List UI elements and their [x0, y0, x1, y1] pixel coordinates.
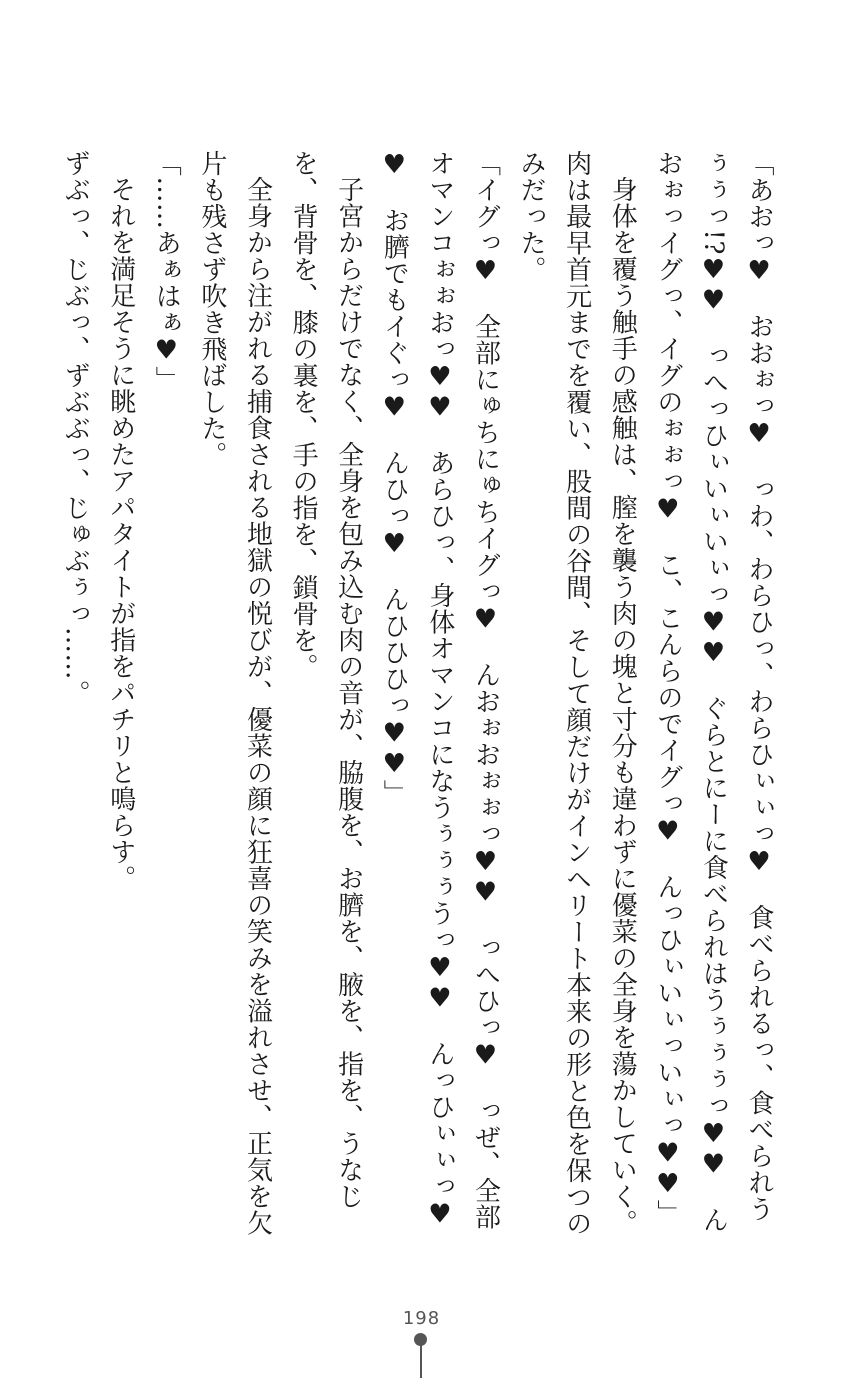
paragraph-5: 全身から注がれる捕食される地獄の悦びが、優菜の顔に狂喜の笑みを溢れさせ、正気を欠片も残さず吹き飛ばした。 [196, 150, 273, 1236]
paragraph-7: それを満足そうに眺めたアパタイトが指をパチリと鳴らす。 [105, 176, 136, 892]
page-number: 198 [402, 1308, 441, 1329]
paragraph-8: ずぶっ、じぶっ、ずぶぶっ、じゅぶぅっ……。 [60, 150, 91, 707]
paragraph-4: 子宮からだけでなく、全身を包み込む肉の音が、脇腹を、お臍を、腋を、指を、うなじを、背骨を、膝の裏を、手の指を、鎖骨を。 [288, 150, 364, 1210]
body-text [51, 150, 781, 1240]
page-marker-line [420, 1344, 422, 1378]
paragraph-2: 身体を覆う触手の感触は、膣を襲う肉の塊と寸分も違わずに優菜の全身を蕩かしていく。肉は最早首元までを覆い、股間の谷間、そして顔だけがインヘリート本来の形と色を保つのみだった。 [516, 150, 638, 1237]
paragraph-3: 「イグっ♥ 全部にゅちにゅちイグっ♥ んおぉおぉぉっ♥♥ っへひっ♥ っぜ、全部オマンコぉぉおっ♥♥ あらひっ、身体オマンコになうぅぅぅうっ♥♥ んっひぃぃっ♥♥ お臍でもイぐっ♥ んひっ♥ んひひひっ♥♥」 [379, 150, 501, 1230]
paragraph-6: 「……あぁはぁ♥」 [151, 150, 182, 393]
paragraph-1: 「あおっ♥ おおぉっ♥ っわ、わらひっ、わらひぃぃっ♥ 食べられるっ、食べられうぅぅっ!?♥♥ っへっひぃいぃいぃっ♥♥ ぐらとにーに食べられはうぅぅぅっ♥♥ んおぉっイグっ、イグのぉぉっ♥ こ、こんらのでイグっ♥ んっひぃいぃっいぃっ♥♥」 [652, 150, 774, 1233]
